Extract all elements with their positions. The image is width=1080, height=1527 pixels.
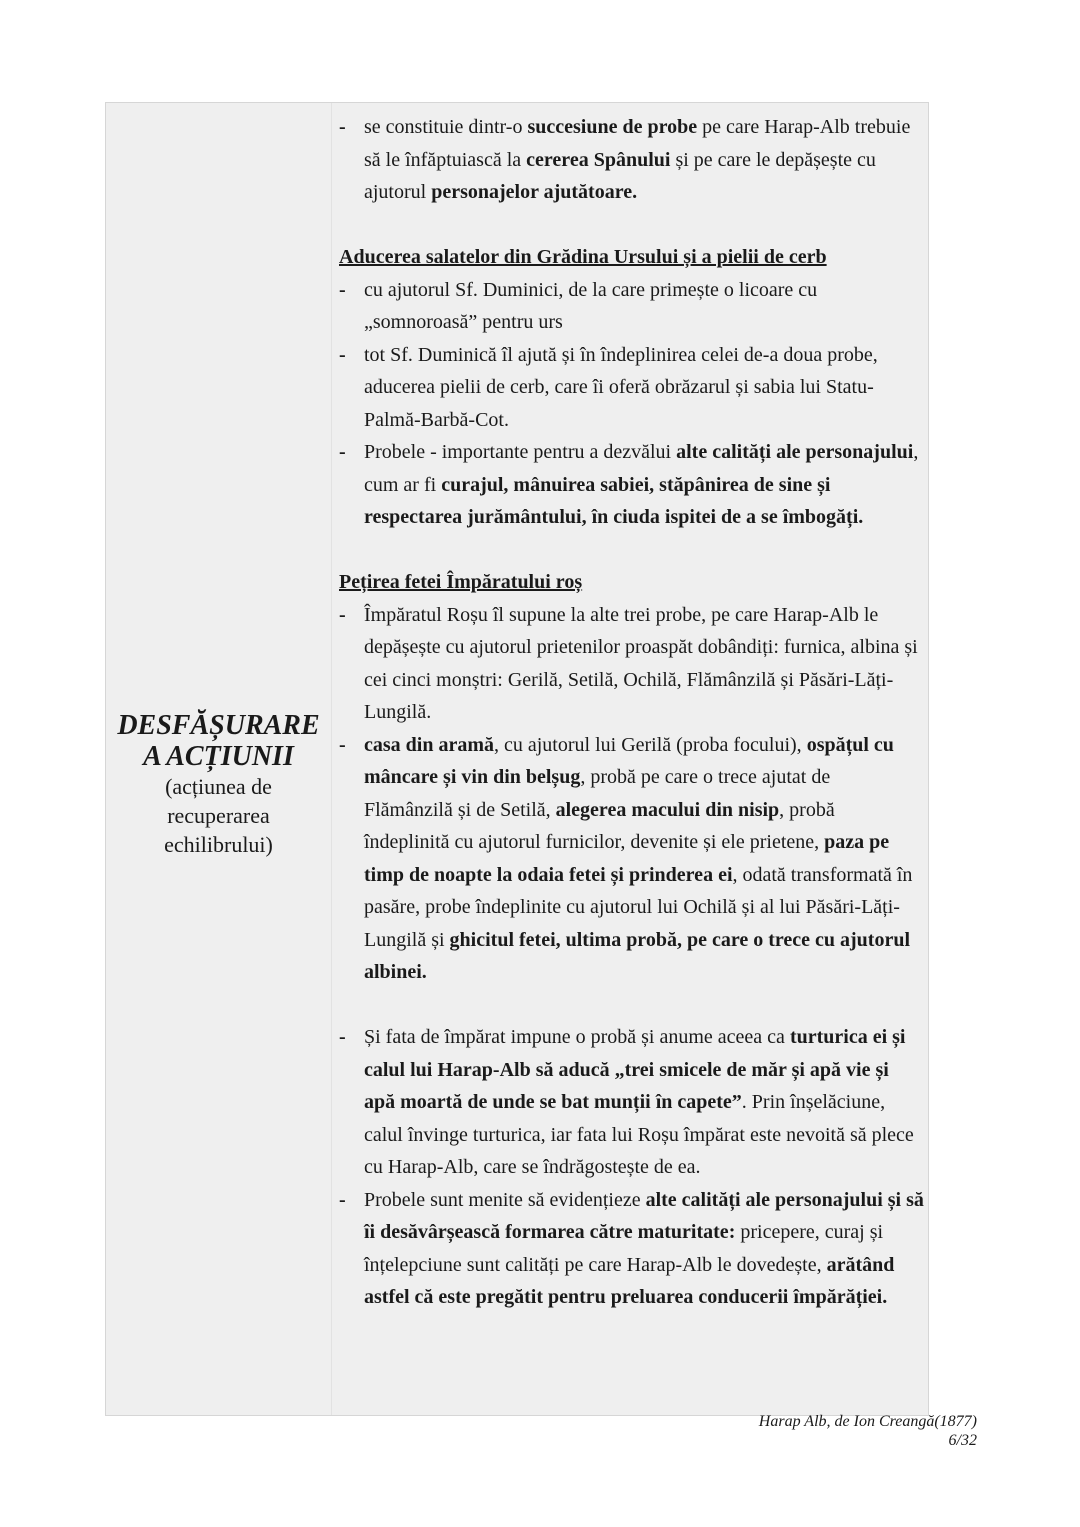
bullet-item	[339, 339, 924, 437]
text-run: , cum ar fi	[364, 441, 919, 496]
page-number: 6/32	[948, 1432, 977, 1449]
text-run: , probă pe care o trece ajutat de Flămânzilă și de Setilă,	[364, 766, 831, 821]
text-run: Împăratul Roșu îl supune la alte trei probe, pe care Harap-Alb le depășește cu ajutorul prietenilor proaspăt dobândiți: furnica, albina și cei cinci monștri: Gerilă, Setilă, Ochilă, Flămânzilă și Păsări-Lăți-Lungilă.	[364, 603, 918, 723]
section-title-line2: A ACȚIUNII	[143, 741, 294, 772]
content-table	[105, 102, 929, 1416]
text-run: pe care Harap-Alb trebuie să le înfăptuiască la	[364, 116, 911, 171]
section-subtitle-line: (acțiunea de	[165, 774, 272, 799]
bold-text: turturica ei și calul lui Harap-Alb să aducă „trei smicele de măr și apă vie și apă moartă de unde se bat munții în capete”	[364, 1026, 906, 1113]
section-content-cell	[339, 111, 924, 1314]
bold-text: alte calități ale personajului	[676, 441, 914, 463]
section-subtitle-line: recuperarea	[167, 803, 270, 828]
bullet-item	[339, 111, 924, 209]
section-label	[106, 710, 331, 859]
bold-text: paza pe timp de noapte la odaia fetei și prinderea ei	[364, 831, 890, 886]
subsection-heading	[339, 241, 924, 274]
bold-text: alegerea macului din nisip	[555, 798, 780, 821]
bold-text: succesiune de probe	[527, 116, 698, 138]
bold-text: casa din aramă	[364, 733, 494, 756]
section-label-cell	[106, 103, 332, 1415]
bullet-item	[339, 599, 924, 729]
bold-text: ghicitul fetei, ultima probă, pe care o trece cu ajutorul albinei.	[364, 928, 911, 983]
bullet-item	[339, 1184, 924, 1314]
spacer	[339, 989, 924, 1022]
text-run: Probele sunt menite să evidențieze	[364, 1188, 646, 1211]
bold-text: cererea Spânului	[526, 148, 671, 171]
text-run: cu ajutorul Sf. Duminici, de la care primește o licoare cu „somnoroasă” pentru urs	[364, 278, 818, 333]
subsection-heading	[339, 566, 924, 599]
text-run: Pețirea fetei Împăratului roș	[339, 571, 583, 593]
section-subtitle-line: echilibrului)	[164, 832, 273, 857]
bold-text: arătând astfel că este pregătit pentru preluarea conducerii împărăției.	[364, 1253, 895, 1308]
bold-text: ospățul cu mâncare și vin din belșug	[364, 733, 894, 788]
text-run: , probă îndeplinită cu ajutorul furnicilor, devenite și ele prietene,	[364, 798, 835, 853]
section-title-line1: DESFĂȘURARE	[117, 710, 320, 741]
bold-text: personajelor ajutătoare.	[431, 181, 638, 203]
text-run: tot Sf. Duminică îl ajută și în îndeplinirea celei de-a doua probe, aducerea pielii de cerb, care îi oferă obrăzarul și sabia lui Statu-Palmă-Barbă-Cot.	[364, 343, 878, 431]
bullet-item	[339, 274, 924, 339]
spacer	[339, 209, 924, 242]
text-run: Aducerea salatelor din Grădina Ursului și a pielii de cerb	[339, 246, 827, 268]
text-run: , odată transformată în pasăre, probe îndeplinite cu ajutorul lui Ochilă și al lui Păsări-Lăți-Lungilă și	[364, 863, 913, 951]
document-title: Harap Alb, de Ion Creangă(1877)	[758, 1413, 977, 1430]
bold-text: curajul, mânuirea sabiei, stăpânirea de sine și respectarea jurământului, în ciuda ispitei de a se îmbogăți.	[364, 473, 864, 528]
bullet-item	[339, 436, 924, 534]
spacer	[339, 534, 924, 567]
text-run: . Prin înșelăciune, calul învinge turturica, iar fata lui Roșu împărat este nevoită să plece cu Harap-Alb, care se îndrăgostește de ea.	[364, 1091, 914, 1178]
text-run: Și fata de împărat impune o probă și anume aceea ca	[364, 1026, 790, 1048]
bold-text: alte calități ale personajului și să îi desăvârșească formarea către maturitate:	[364, 1188, 924, 1243]
text-run: și pe care le depășește cu ajutorul	[364, 148, 876, 203]
page-footer	[759, 1412, 977, 1450]
bullet-item	[339, 1021, 924, 1184]
text-run: se constituie dintr-o	[364, 116, 528, 138]
text-run: , cu ajutorul lui Gerilă (proba focului),	[494, 733, 807, 756]
bullet-item	[339, 729, 924, 989]
text-run: Probele - importante pentru a dezvălui	[364, 441, 677, 463]
text-run: pricepere, curaj și înțelepciune sunt calități pe care Harap-Alb le dovedește,	[364, 1221, 884, 1276]
